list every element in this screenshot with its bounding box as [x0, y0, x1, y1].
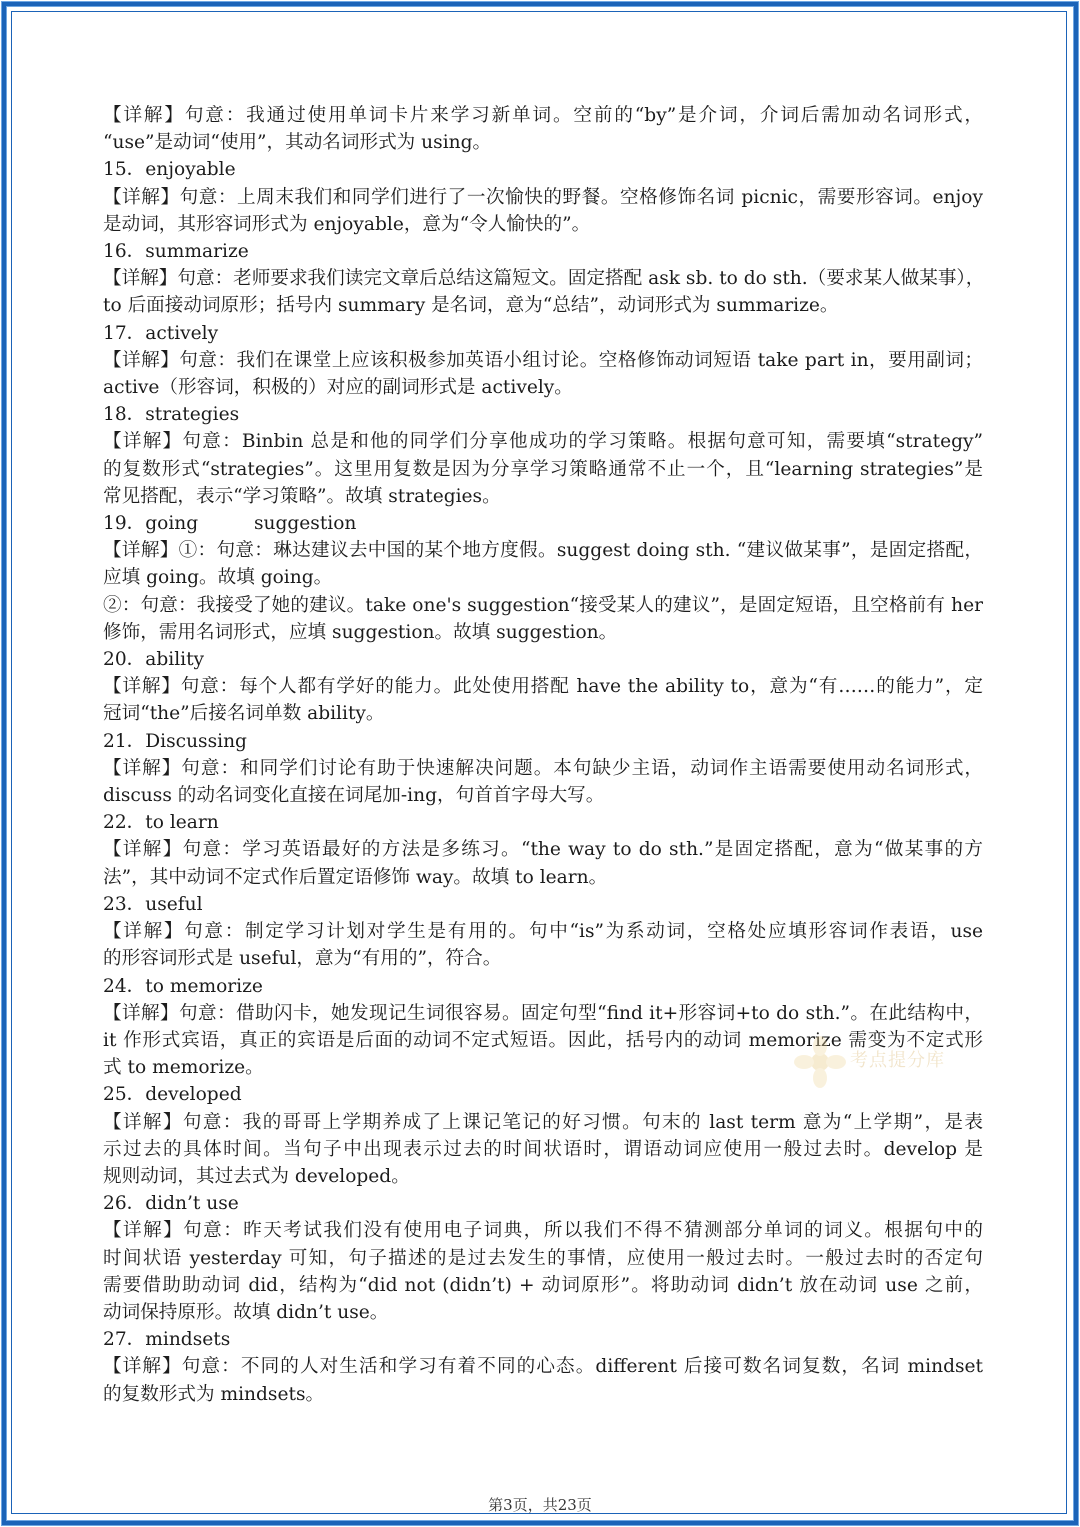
text-line: 冠词“the”后接名词单数 ability。 — [103, 703, 385, 725]
text-line: 【详解】句意：我的哥哥上学期养成了上课记笔记的好习惯。句末的 last term 意为“上学期”，是表 — [103, 1111, 983, 1133]
answer-heading: 20．ability — [103, 649, 205, 671]
text-line: 【详解】句意：上周末我们和同学们进行了一次愉快的野餐。空格修饰名词 picnic，需要形容词。enjoy — [103, 186, 983, 208]
text-line: 式 to memorize。 — [103, 1057, 264, 1079]
answer-heading: 21．Discussing — [103, 730, 247, 752]
text-line: 的复数形式为 mindsets。 — [103, 1383, 325, 1405]
answer-heading: 25．developed — [103, 1084, 242, 1106]
text-line: 【详解】句意：老师要求我们读完文章后总结这篇短文。固定搭配 ask sb. to do sth.（要求某人做某事）， — [103, 268, 985, 290]
text-line: 常见搭配，表示“学习策略”。故填 strategies。 — [103, 485, 501, 507]
text-line: 【详解】句意：和同学们讨论有助于快速解决问题。本句缺少主语，动词作主语需要使用动名词形式， — [103, 757, 983, 779]
text-line: ②：句意：我接受了她的建议。take one's suggestion“接受某人的建议”，是固定短语，且空格前有 her — [103, 594, 983, 616]
text-line: 【详解】句意：借助闪卡，她发现记生词很容易。固定句型“find it+形容词+to do sth.”。在此结构中， — [103, 1002, 983, 1024]
text-line: to 后面接动词原形；括号内 summary 是名词，意为“总结”，动词形式为 summarize。 — [103, 295, 839, 317]
text-line: 【详解】句意：制定学习计划对学生是有用的。句中“is”为系动词，空格处应填形容词作表语，use — [103, 921, 983, 943]
text-line: active（形容词，积极的）对应的副词形式是 actively。 — [103, 377, 573, 399]
text-line: 【详解】句意：每个人都有学好的能力。此处使用搭配 have the ability to，意为“有……的能力”，定 — [103, 676, 983, 698]
text-line: 时间状语 yesterday 可知，句子描述的是过去发生的事情，应使用一般过去时。一般过去时的否定句 — [103, 1247, 983, 1269]
text-line: 修饰，需用名词形式，应填 suggestion。故填 suggestion。 — [103, 621, 618, 643]
flower-icon — [790, 1032, 850, 1092]
page-number: 第3页，共23页 — [488, 1496, 592, 1514]
answer-explanations — [103, 102, 983, 1408]
text-line: 【详解】句意：我通过使用单词卡片来学习新单词。空前的“by”是介词，介词后需加动名词形式， — [103, 105, 983, 126]
text-line: discuss 的动名词变化直接在词尾加-ing，句首首字母大写。 — [103, 785, 605, 807]
text-line: 应填 going。故填 going。 — [103, 567, 333, 589]
answer-heading: 17．actively — [103, 322, 219, 344]
text-line: 【详解】句意：学习英语最好的方法是多练习。“the way to do sth.”是固定搭配，意为“做某事的方 — [103, 839, 983, 861]
text-line: 规则动词，其过去式为 developed。 — [103, 1165, 410, 1187]
answer-heading: 16．summarize — [103, 241, 249, 263]
answer-heading: 23．useful — [103, 893, 203, 915]
text-line: 【详解】句意：Binbin 总是和他的同学们分享他成功的学习策略。根据句意可知，需要填“strategy” — [103, 431, 983, 453]
text-line: it 作形式宾语，真正的宾语是后面的动词不定式短语。因此，括号内的动词 memorize 需变为不定式形 — [103, 1029, 983, 1051]
text-line: 示过去的具体时间。当句子中出现表示过去的时间状语时，谓语动词应使用一般过去时。develop 是 — [103, 1138, 983, 1160]
answer-heading: 19．going suggestion — [103, 513, 357, 535]
text-line: 【详解】句意：我们在课堂上应该积极参加英语小组讨论。空格修饰动词短语 take part in，要用副词； — [103, 349, 983, 371]
text-line: 动词保持原形。故填 didn’t use。 — [103, 1301, 389, 1323]
text-line: 需要借助助动词 did，结构为“did not (didn’t) + 动词原形”。将助动词 didn’t 放在动词 use 之前， — [103, 1274, 983, 1296]
text-line: 是动词，其形容词形式为 enjoyable，意为“令人愉快的”。 — [103, 213, 591, 235]
text-line: 的形容词形式是 useful，意为“有用的”，符合。 — [103, 948, 502, 970]
watermark-text: 考点提分库 — [850, 1050, 945, 1071]
watermark-logo — [790, 1032, 990, 1092]
answer-heading: 18．strategies — [103, 404, 240, 426]
text-line: “use”是动词“使用”，其动名词形式为 using。 — [103, 132, 492, 154]
text-line: 【详解】①：句意：琳达建议去中国的某个地方度假。suggest doing sth. “建议做某事”，是固定搭配， — [103, 540, 983, 562]
answer-heading: 27．mindsets — [103, 1329, 231, 1351]
answer-heading: 22．to learn — [103, 812, 219, 834]
answer-heading: 15．enjoyable — [103, 159, 236, 181]
text-line: 法”，其中动词不定式作后置定语修饰 way。故填 to learn。 — [103, 866, 608, 888]
answer-heading: 24．to memorize — [103, 975, 263, 997]
text-line: 【详解】句意：昨天考试我们没有使用电子词典，所以我们不得不猜测部分单词的词义。根据句中的 — [103, 1220, 983, 1242]
answer-heading: 26．didn’t use — [103, 1193, 239, 1215]
text-line: 的复数形式“strategies”。这里用复数是因为分享学习策略通常不止一个，且“learning strategies”是 — [103, 458, 983, 480]
text-line: 【详解】句意：不同的人对生活和学习有着不同的心态。different 后接可数名词复数，名词 mindset — [103, 1356, 983, 1378]
